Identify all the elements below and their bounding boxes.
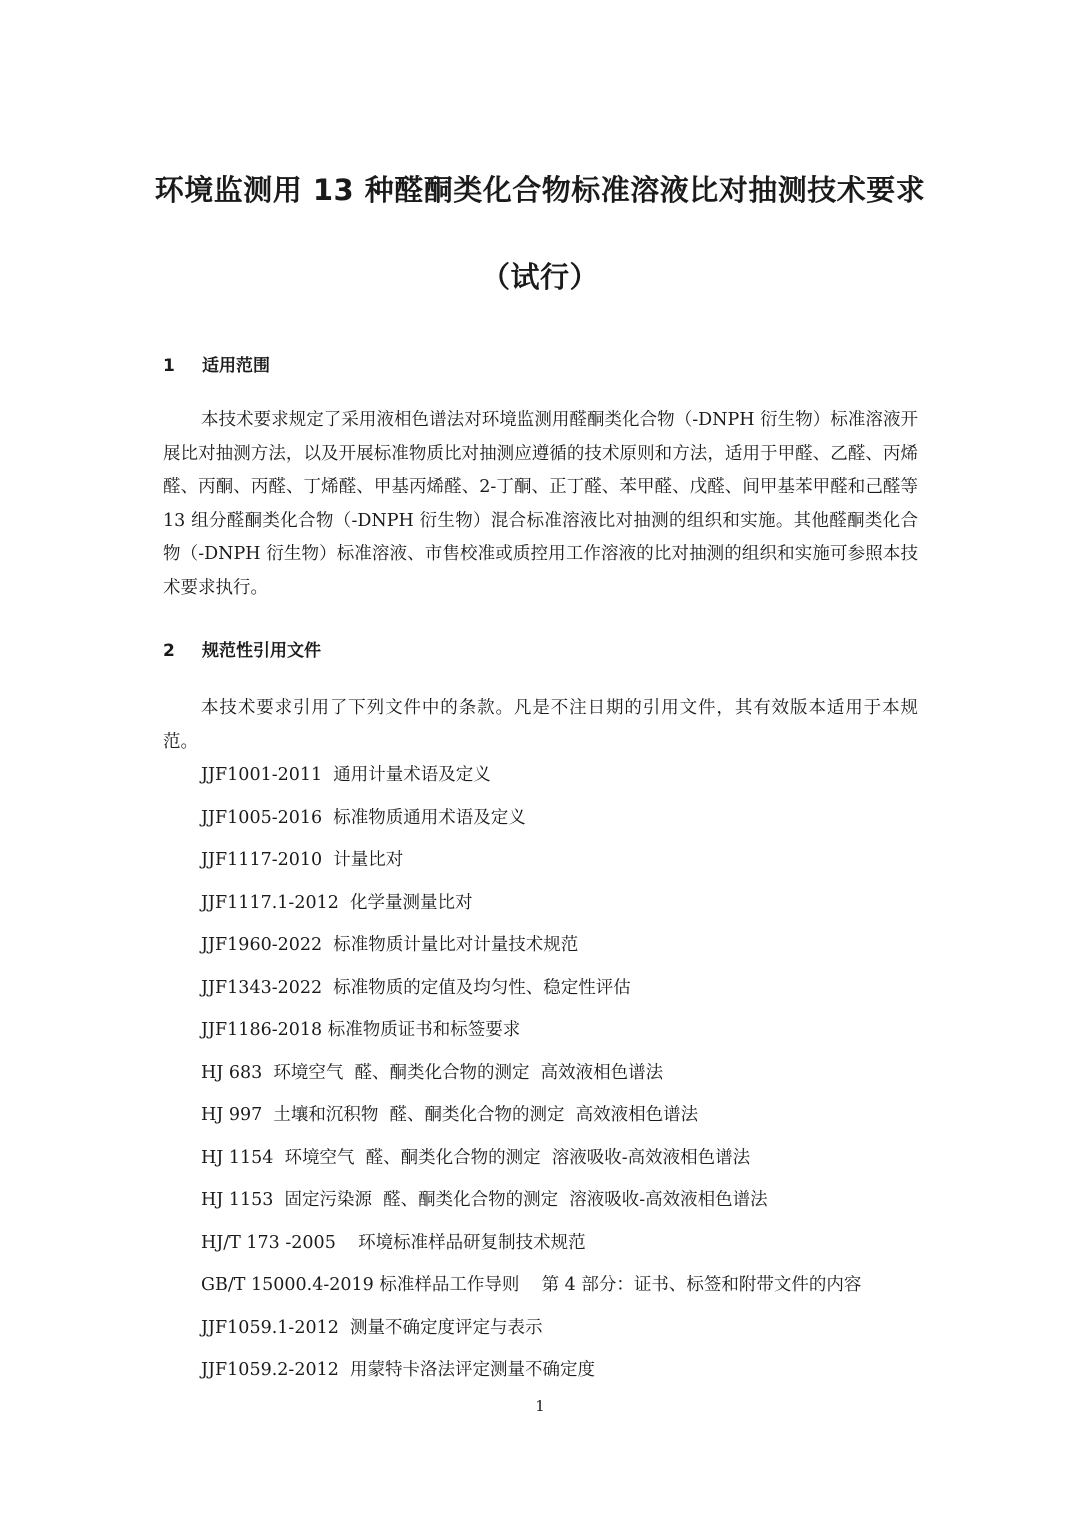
reference-list (201, 760, 861, 1398)
reference-item: JJF1960-2022 标准物质计量比对计量技术规范 (201, 935, 579, 955)
section-title: 适用范围 (202, 356, 270, 376)
page-number: 1 (535, 1397, 545, 1415)
document-title: 环境监测用 13 种醛酮类化合物标准溶液比对抽测技术要求 (154, 173, 926, 207)
reference-item: HJ 683 环境空气 醛、酮类化合物的测定 高效液相色谱法 (201, 1062, 664, 1083)
reference-item: JJF1005-2016 标准物质通用术语及定义 (201, 807, 526, 828)
reference-item: JJF1001-2011 通用计量术语及定义 (201, 765, 491, 785)
section-paragraph: 本技术要求规定了采用液相色谱法对环境监测用醛酮类化合物（-DNPH 衍生物）标准溶液开展比对抽测方法，以及开展标准物质比对抽测应遵循的技术原则和方法，适用于甲醛、乙醛、丙烯醛、丙酮、丙醛、丁烯醛、甲基丙烯醛、2-丁酮、正丁醛、苯甲醛、戊醛、间甲基苯甲醛和己醛等 13 组分醛酮类化合物（-DNPH 衍生物）混合标准溶液比对抽测的组织和实施。其他醛酮类化合物（-DNPH 衍生物）标准溶液、市售校准或质控用工作溶液的比对抽测的组织和实施可参照本技术要求执行。 (163, 410, 918, 598)
section-paragraph: 本技术要求引用了下列文件中的条款。凡是不注日期的引用文件，其有效版本适用于本规范。 (163, 698, 918, 752)
section-number: 2 (163, 641, 175, 661)
section-heading (163, 636, 321, 661)
section-heading (163, 351, 270, 376)
reference-item: HJ 1153 固定污染源 醛、酮类化合物的测定 溶液吸收-高效液相色谱法 (201, 1190, 768, 1210)
reference-item: GB/T 15000.4-2019 标准样品工作导则 第 4 部分：证书、标签和附带文件的内容 (201, 1275, 862, 1295)
reference-item: HJ/T 173 -2005 环境标准样品研复制技术规范 (201, 1232, 586, 1253)
document-subtitle: （试行） (480, 260, 599, 294)
reference-item: JJF1059.2-2012 用蒙特卡洛法评定测量不确定度 (201, 1360, 595, 1380)
reference-item: JJF1117.1-2012 化学量测量比对 (201, 892, 473, 913)
section-number: 1 (163, 356, 175, 376)
reference-item: JJF1343-2022 标准物质的定值及均匀性、稳定性评估 (201, 977, 631, 998)
section-title: 规范性引用文件 (202, 641, 321, 661)
reference-item: HJ 997 土壤和沉积物 醛、酮类化合物的测定 高效液相色谱法 (201, 1105, 699, 1125)
reference-item: HJ 1154 环境空气 醛、酮类化合物的测定 溶液吸收-高效液相色谱法 (201, 1147, 751, 1168)
reference-item: JJF1059.1-2012 测量不确定度评定与表示 (201, 1317, 543, 1338)
reference-item: JJF1117-2010 计量比对 (201, 850, 404, 870)
reference-item: JJF1186-2018 标准物质证书和标签要求 (201, 1020, 521, 1040)
